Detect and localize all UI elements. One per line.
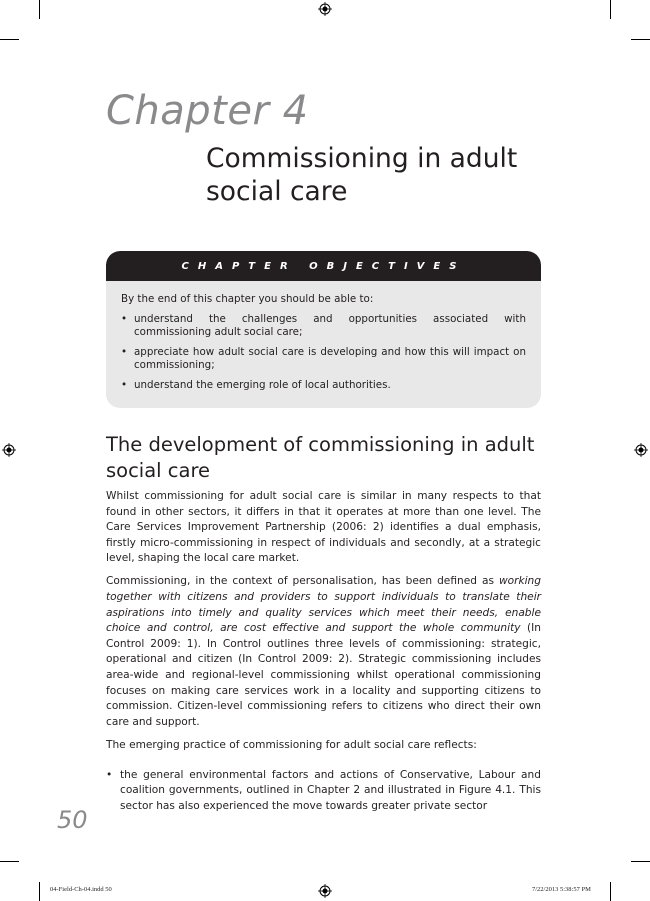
crop-mark	[0, 39, 19, 40]
body-text	[106, 489, 541, 814]
objectives-list	[121, 313, 526, 392]
paragraph-rest: (In Control 2009: 1). In Control outlines three levels of commissioning: strategic, operational and citizen (In Control 2009: 2). Strategic commissioning includes area-wide and regional-level commissioning whilst operational commissioning focuses on making care services work in a locality and supporting citizens to commission. Citizen-level commissioning refers to citizens who direct their own care and support.	[106, 622, 542, 728]
list-item: • the general environmental factors and actions of Conservative, Labour and coalition governments, outlined in Chapter 2 and illustrated in Figure 4.1. This sector has also experienced the move towards greater private sector	[106, 768, 541, 815]
registration-mark-icon	[318, 884, 332, 898]
page-number: 50	[57, 806, 88, 834]
chapter-label: Chapter 4	[106, 88, 309, 134]
paragraph: The emerging practice of commissioning for adult social care reflects:	[106, 738, 477, 751]
crop-mark	[610, 882, 611, 901]
paragraph	[106, 574, 541, 730]
objectives-intro: By the end of this chapter you should be able to:	[121, 293, 374, 305]
crop-mark	[39, 882, 40, 901]
objective-item: • understand the emerging role of local authorities.	[121, 379, 526, 392]
chapter-title: Commissioning in adult social care	[206, 143, 518, 207]
slug-filename: 04-Field-Ch-04.indd 50	[50, 886, 112, 893]
bullet-list	[106, 768, 541, 815]
slug-timestamp: 7/22/2013 5:38:57 PM	[532, 886, 591, 893]
registration-mark-icon	[2, 443, 16, 457]
registration-mark-icon	[318, 2, 332, 16]
objective-item: • understand the challenges and opportunities associated with commissioning adult social care;	[121, 313, 526, 339]
definition-quote: working together with citizens and providers to support individuals to translate their aspirations into timely and quality services which meet their needs, enable choice and control, are cost effective and support the whole community	[106, 575, 541, 635]
crop-mark	[0, 861, 19, 862]
objectives-header: CHAPTER OBJECTIVES	[106, 251, 541, 281]
paragraph: Whilst commissioning for adult social care is similar in many respects to that found in other sectors, it differs in that it operates at more than one level. The Care Services Improvement Partnership (2006: 2) identifies a dual emphasis, firstly micro-commissioning in respect of individuals and secondly, at a strategic level, shaping the local care market.	[106, 490, 541, 565]
paragraph-lead: Commissioning, in the context of personalisation, has been defined as	[106, 575, 499, 588]
crop-mark	[39, 0, 40, 19]
objectives-body	[106, 281, 541, 392]
objective-item: • appreciate how adult social care is developing and how this will impact on commissioning;	[121, 346, 526, 372]
crop-mark	[610, 0, 611, 19]
crop-mark	[631, 39, 650, 40]
section-heading: The development of commissioning in adult social care	[106, 433, 535, 482]
registration-mark-icon	[634, 443, 648, 457]
chapter-objectives-box	[106, 251, 541, 408]
crop-mark	[631, 861, 650, 862]
